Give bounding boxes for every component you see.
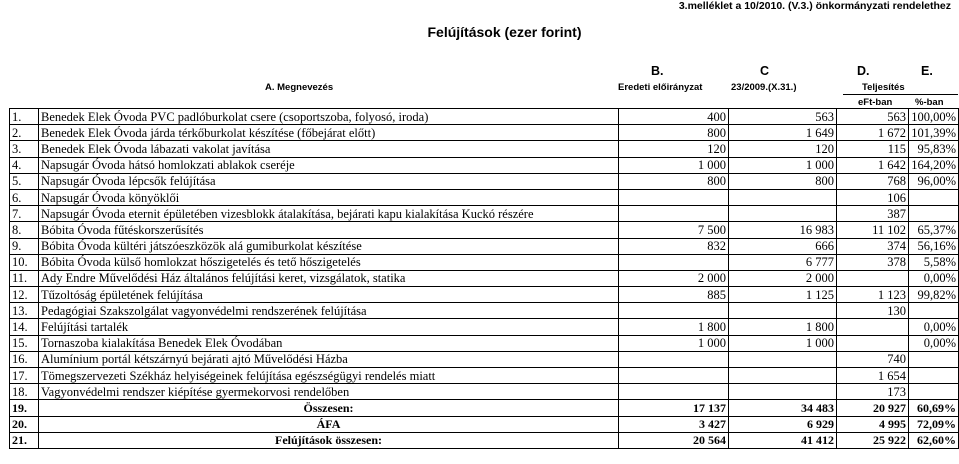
row-original-budget: 1 000 — [619, 335, 729, 351]
row-original-budget: 832 — [619, 238, 729, 254]
row-actual-eft: 1 642 — [837, 157, 909, 173]
row-original-budget: 120 — [619, 141, 729, 157]
row-number: 11. — [10, 270, 39, 286]
row-actual-percent: 0,00% — [909, 319, 959, 335]
renovations-table — [9, 108, 959, 449]
row-actual-percent — [909, 189, 959, 205]
row-original-budget: 400 — [619, 109, 729, 125]
row-actual-percent — [909, 384, 959, 400]
header-divider — [843, 94, 958, 95]
row-number: 15. — [10, 335, 39, 351]
row-name: Vagyonvédelmi rendszer kiépítése gyermekorvosi rendelőben — [39, 384, 619, 400]
row-modified-budget: 1 125 — [729, 287, 837, 303]
row-name: Napsugár Óvoda könyöklői — [39, 189, 619, 205]
table-row — [10, 206, 959, 222]
row-modified-budget — [729, 206, 837, 222]
row-modified-budget: 1 800 — [729, 319, 837, 335]
row-actual-eft: 115 — [837, 141, 909, 157]
row-number: 19. — [10, 400, 39, 416]
row-original-budget: 2 000 — [619, 270, 729, 286]
row-original-budget: 800 — [619, 173, 729, 189]
row-number: 5. — [10, 173, 39, 189]
row-actual-eft: 378 — [837, 254, 909, 270]
table-row — [10, 125, 959, 141]
row-original-budget — [619, 368, 729, 384]
row-original-budget — [619, 384, 729, 400]
row-actual-percent: 100,00% — [909, 109, 959, 125]
row-actual-eft: 4 995 — [837, 416, 909, 432]
row-name: Benedek Elek Óvoda PVC padlóburkolat csere (csoportszoba, folyosó, iroda) — [39, 109, 619, 125]
row-original-budget: 800 — [619, 125, 729, 141]
col-label-a: A. Megnevezés — [265, 82, 334, 93]
row-actual-percent: 62,60% — [909, 432, 959, 448]
row-original-budget: 3 427 — [619, 416, 729, 432]
row-name: Napsugár Óvoda hátsó homlokzati ablakok cseréje — [39, 157, 619, 173]
row-modified-budget: 1 000 — [729, 335, 837, 351]
row-name: ÁFA — [39, 416, 619, 432]
row-original-budget — [619, 351, 729, 367]
row-modified-budget: 1 000 — [729, 157, 837, 173]
row-name: Tömegszervezeti Székház helyiségeinek felújítása egészségügyi rendelés miatt — [39, 368, 619, 384]
annex-note: 3.melléklet a 10/2010. (V.3.) önkormányzati rendelethez — [678, 0, 951, 12]
row-actual-eft: 106 — [837, 189, 909, 205]
row-name: Bóbita Óvoda kültéri játszóeszközök alá gumiburkolat készítése — [39, 238, 619, 254]
table-row — [10, 384, 959, 400]
row-actual-percent: 72,09% — [909, 416, 959, 432]
table-row — [10, 189, 959, 205]
table-row — [10, 303, 959, 319]
row-number: 2. — [10, 125, 39, 141]
row-original-budget: 885 — [619, 287, 729, 303]
table-row — [10, 319, 959, 335]
row-number: 6. — [10, 189, 39, 205]
row-actual-percent: 101,39% — [909, 125, 959, 141]
table-row — [10, 157, 959, 173]
table-row — [10, 287, 959, 303]
row-actual-eft: 130 — [837, 303, 909, 319]
row-original-budget: 1 800 — [619, 319, 729, 335]
row-name: Összesen: — [39, 400, 619, 416]
row-number: 8. — [10, 222, 39, 238]
row-modified-budget: 563 — [729, 109, 837, 125]
row-actual-eft: 1 123 — [837, 287, 909, 303]
table-row — [10, 109, 959, 125]
row-original-budget: 20 564 — [619, 432, 729, 448]
row-name: Felújítások összesen: — [39, 432, 619, 448]
col-header-d: D. — [857, 64, 870, 78]
row-original-budget: 7 500 — [619, 222, 729, 238]
row-actual-eft — [837, 335, 909, 351]
row-actual-percent: 95,83% — [909, 141, 959, 157]
row-actual-percent: 0,00% — [909, 335, 959, 351]
row-number: 16. — [10, 351, 39, 367]
table-row — [10, 238, 959, 254]
col-label-b: Eredeti előirányzat — [618, 82, 703, 93]
row-actual-percent: 56,16% — [909, 238, 959, 254]
row-name: Felújítási tartalék — [39, 319, 619, 335]
row-modified-budget — [729, 189, 837, 205]
row-actual-eft: 740 — [837, 351, 909, 367]
row-actual-percent: 5,58% — [909, 254, 959, 270]
total-row — [10, 400, 959, 416]
row-actual-eft: 1 672 — [837, 125, 909, 141]
row-number: 7. — [10, 206, 39, 222]
row-number: 10. — [10, 254, 39, 270]
col-header-b: B. — [651, 64, 664, 78]
total-row — [10, 416, 959, 432]
row-number: 4. — [10, 157, 39, 173]
row-original-budget — [619, 189, 729, 205]
row-number: 12. — [10, 287, 39, 303]
row-actual-percent: 0,00% — [909, 270, 959, 286]
row-original-budget: 1 000 — [619, 157, 729, 173]
row-modified-budget — [729, 303, 837, 319]
row-actual-eft: 387 — [837, 206, 909, 222]
row-actual-eft: 768 — [837, 173, 909, 189]
row-actual-percent: 60,69% — [909, 400, 959, 416]
row-actual-eft: 11 102 — [837, 222, 909, 238]
row-number: 17. — [10, 368, 39, 384]
row-name: Tűzoltóság épületének felújítása — [39, 287, 619, 303]
row-name: Napsugár Óvoda lépcsők felújítása — [39, 173, 619, 189]
table-row — [10, 173, 959, 189]
row-modified-budget: 34 483 — [729, 400, 837, 416]
row-actual-eft — [837, 270, 909, 286]
row-original-budget — [619, 303, 729, 319]
row-modified-budget — [729, 351, 837, 367]
row-name: Alumínium portál kétszárnyú bejárati ajtó Művelődési Házba — [39, 351, 619, 367]
row-actual-eft: 374 — [837, 238, 909, 254]
col-label-c: 23/2009.(X.31.) — [731, 82, 797, 93]
page-title: Felújítások (ezer forint) — [427, 24, 582, 40]
row-original-budget: 17 137 — [619, 400, 729, 416]
row-modified-budget — [729, 368, 837, 384]
row-number: 3. — [10, 141, 39, 157]
row-actual-percent — [909, 351, 959, 367]
row-actual-percent: 96,00% — [909, 173, 959, 189]
col-sub-d: eFt-ban — [858, 97, 893, 108]
table-row — [10, 222, 959, 238]
row-original-budget — [619, 254, 729, 270]
row-name: Benedek Elek Óvoda járda térkőburkolat készítése (főbejárat előtt) — [39, 125, 619, 141]
row-name: Ady Endre Művelődési Ház általános felújítási keret, vizsgálatok, statika — [39, 270, 619, 286]
row-modified-budget: 120 — [729, 141, 837, 157]
row-number: 20. — [10, 416, 39, 432]
row-name: Bóbita Óvoda fűtéskorszerűsítés — [39, 222, 619, 238]
col-header-e: E. — [921, 64, 933, 78]
row-modified-budget: 1 649 — [729, 125, 837, 141]
row-name: Napsugár Óvoda eternit épületében vizesblokk átalakítása, bejárati kapu kialakítása Kuckó részére — [39, 206, 619, 222]
row-actual-eft: 173 — [837, 384, 909, 400]
table-row — [10, 270, 959, 286]
total-row — [10, 432, 959, 448]
row-modified-budget — [729, 384, 837, 400]
col-label-d: Teljesítés — [862, 82, 905, 93]
row-actual-percent — [909, 206, 959, 222]
row-modified-budget: 6 929 — [729, 416, 837, 432]
row-number: 13. — [10, 303, 39, 319]
row-number: 21. — [10, 432, 39, 448]
row-actual-eft: 20 927 — [837, 400, 909, 416]
row-actual-percent: 164,20% — [909, 157, 959, 173]
table-row — [10, 335, 959, 351]
table-row — [10, 141, 959, 157]
row-modified-budget: 2 000 — [729, 270, 837, 286]
col-sub-e: %-ban — [915, 97, 944, 108]
row-actual-eft: 1 654 — [837, 368, 909, 384]
row-number: 18. — [10, 384, 39, 400]
row-modified-budget: 16 983 — [729, 222, 837, 238]
row-name: Benedek Elek Óvoda lábazati vakolat javítása — [39, 141, 619, 157]
row-name: Bóbita Óvoda külső homlokzat hőszigetelés és tető hőszigetelés — [39, 254, 619, 270]
row-number: 14. — [10, 319, 39, 335]
row-modified-budget: 6 777 — [729, 254, 837, 270]
row-name: Pedagógiai Szakszolgálat vagyonvédelmi rendszerének felújítása — [39, 303, 619, 319]
row-number: 9. — [10, 238, 39, 254]
row-number: 1. — [10, 109, 39, 125]
row-actual-eft: 25 922 — [837, 432, 909, 448]
col-header-c: C — [760, 64, 770, 78]
row-actual-percent: 99,82% — [909, 287, 959, 303]
table-row — [10, 368, 959, 384]
table-row — [10, 351, 959, 367]
table-row — [10, 254, 959, 270]
row-modified-budget: 666 — [729, 238, 837, 254]
row-actual-eft: 563 — [837, 109, 909, 125]
row-actual-percent — [909, 303, 959, 319]
row-original-budget — [619, 206, 729, 222]
row-modified-budget: 41 412 — [729, 432, 837, 448]
row-actual-percent: 65,37% — [909, 222, 959, 238]
row-actual-eft — [837, 319, 909, 335]
row-name: Tornaszoba kialakítása Benedek Elek Óvodában — [39, 335, 619, 351]
row-modified-budget: 800 — [729, 173, 837, 189]
row-actual-percent — [909, 368, 959, 384]
